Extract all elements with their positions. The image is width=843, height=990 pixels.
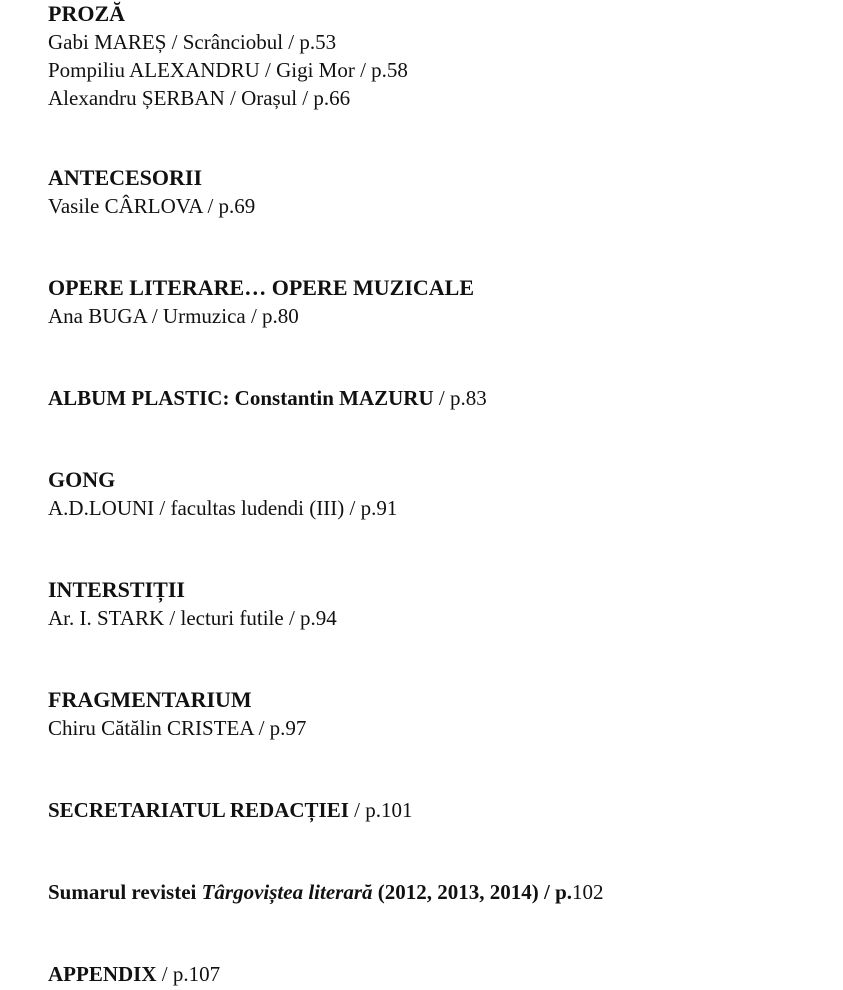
list-item: Pompiliu ALEXANDRU / Gigi Mor / p.58	[48, 58, 408, 82]
list-item: A.D.LOUNI / facultas ludendi (III) / p.91	[48, 496, 398, 520]
sumar-title: Târgoviștea literară	[201, 880, 373, 904]
section-heading-gong: GONG	[48, 467, 116, 492]
section-interstitii	[48, 576, 828, 632]
section-sumar	[48, 878, 828, 906]
section-fragmentarium	[48, 686, 828, 742]
section-secretariat	[48, 796, 828, 824]
list-item: Gabi MAREȘ / Scrânciobul / p.53	[48, 30, 337, 54]
sumar-prefix: Sumarul revistei	[48, 880, 202, 904]
section-album	[48, 384, 828, 412]
album-line	[48, 384, 828, 412]
section-heading-antecesorii: ANTECESORII	[48, 165, 203, 190]
section-heading-interstitii: INTERSTIȚII	[48, 577, 185, 602]
page-reference: 102	[572, 880, 604, 904]
appendix-line	[48, 960, 828, 988]
list-item: Alexandru ȘERBAN / Orașul / p.66	[48, 86, 351, 110]
sumar-suffix: (2012, 2013, 2014) / p.	[372, 880, 573, 904]
section-opere	[48, 274, 828, 330]
page-reference: / p.101	[348, 798, 413, 822]
secretariat-line	[48, 796, 828, 824]
list-item: Vasile CÂRLOVA / p.69	[48, 194, 256, 218]
list-item: Ar. I. STARK / lecturi futile / p.94	[48, 606, 337, 630]
section-heading-secretariat: SECRETARIATUL REDACȚIEI	[48, 798, 349, 822]
sumar-line	[48, 878, 828, 906]
section-antecesorii	[48, 164, 828, 220]
section-gong	[48, 466, 828, 522]
section-heading-fragmentarium: FRAGMENTARIUM	[48, 687, 252, 712]
page-reference: / p.83	[433, 386, 487, 410]
list-item: Chiru Cătălin CRISTEA / p.97	[48, 716, 307, 740]
section-heading-opere: OPERE LITERARE… OPERE MUZICALE	[48, 275, 475, 300]
section-heading-appendix: APPENDIX	[48, 962, 157, 986]
section-appendix	[48, 960, 828, 988]
page-reference: / p.107	[156, 962, 221, 986]
section-heading-proza: PROZĂ	[48, 1, 125, 26]
section-heading-album: ALBUM PLASTIC: Constantin MAZURU	[48, 386, 434, 410]
list-item: Ana BUGA / Urmuzica / p.80	[48, 304, 299, 328]
section-proza	[48, 0, 828, 112]
